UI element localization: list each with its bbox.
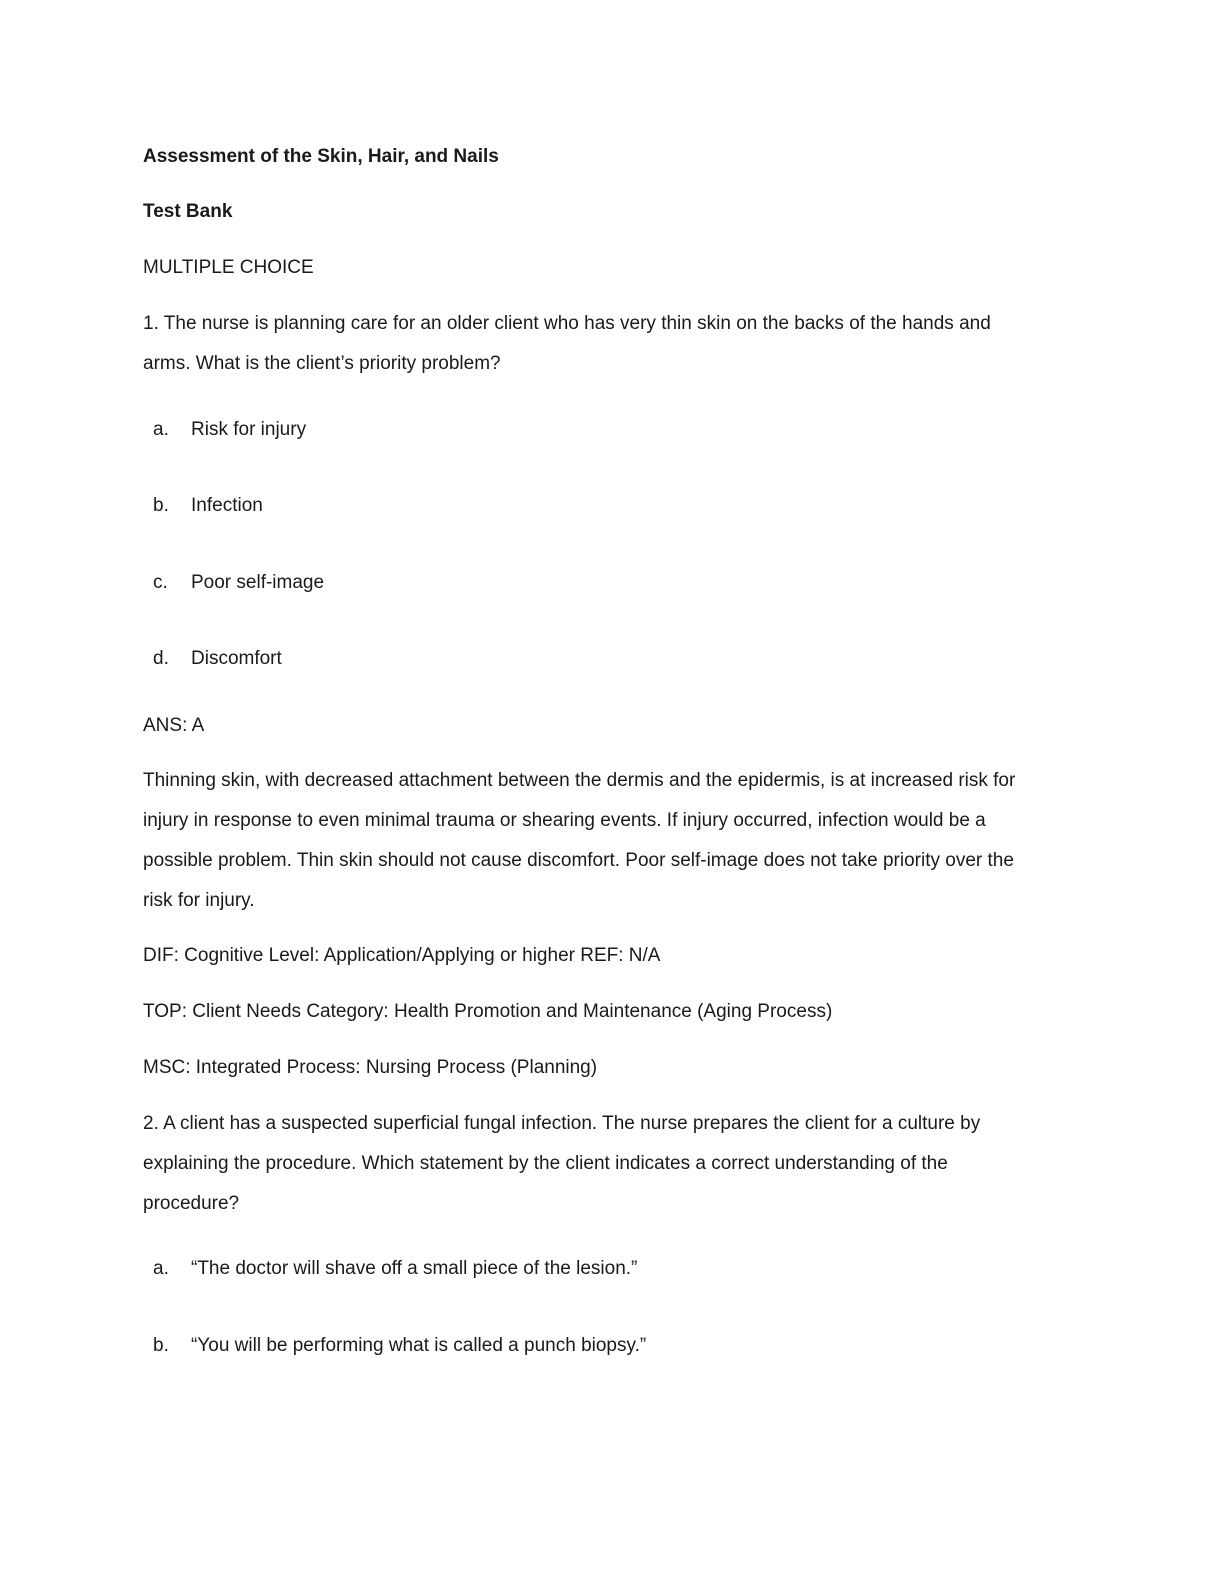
rationale-line: possible problem. Thin skin should not cause discomfort. Poor self-image does not take priority over the xyxy=(143,850,1014,871)
document-subtitle: Test Bank xyxy=(143,201,233,222)
question-stem-line: arms. What is the client’s priority problem? xyxy=(143,353,501,374)
question-stem-line: 2. A client has a suspected superficial fungal infection. The nurse prepares the client for a culture by xyxy=(143,1113,981,1134)
option-text: Poor self-image xyxy=(191,572,325,593)
option-letter: c. xyxy=(153,572,168,593)
option-letter: b. xyxy=(153,1335,169,1356)
topic-meta: TOP: Client Needs Category: Health Promotion and Maintenance (Aging Process) xyxy=(143,1001,833,1022)
difficulty-meta: DIF: Cognitive Level: Application/Applying or higher REF: N/A xyxy=(143,945,661,966)
answer-key: ANS: A xyxy=(143,715,205,736)
option-letter: a. xyxy=(153,1258,169,1279)
section-heading: MULTIPLE CHOICE xyxy=(143,257,314,278)
question-stem-line: 1. The nurse is planning care for an older client who has very thin skin on the backs of the hands and xyxy=(143,313,991,334)
rationale-line: risk for injury. xyxy=(143,890,255,911)
option-letter: d. xyxy=(153,648,169,669)
rationale-line: Thinning skin, with decreased attachment between the dermis and the epidermis, is at increased risk for xyxy=(143,770,1016,791)
process-meta: MSC: Integrated Process: Nursing Process (Planning) xyxy=(143,1057,598,1078)
document-title: Assessment of the Skin, Hair, and Nails xyxy=(143,146,499,167)
option-letter: b. xyxy=(153,495,169,516)
option-text: Risk for injury xyxy=(191,419,307,440)
option-text: Infection xyxy=(191,495,263,516)
option-text: “You will be performing what is called a punch biopsy.” xyxy=(191,1335,647,1356)
question-stem-line: explaining the procedure. Which statement by the client indicates a correct understanding of the xyxy=(143,1153,948,1174)
rationale-line: injury in response to even minimal trauma or shearing events. If injury occurred, infection would be a xyxy=(143,810,986,831)
option-letter: a. xyxy=(153,419,169,440)
question-stem-line: procedure? xyxy=(143,1193,240,1214)
option-text: Discomfort xyxy=(191,648,282,669)
option-text: “The doctor will shave off a small piece of the lesion.” xyxy=(191,1258,638,1279)
